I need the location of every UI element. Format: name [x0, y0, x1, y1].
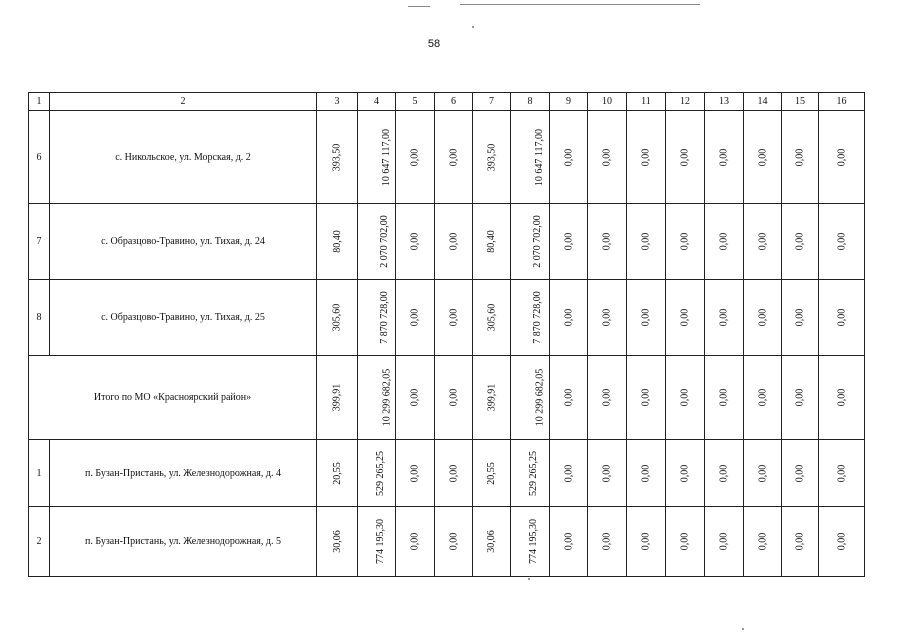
value-cell — [819, 204, 865, 280]
cell-value: 0,00 — [640, 308, 652, 327]
total-value-cell — [666, 356, 705, 440]
cell-value: 80,40 — [486, 230, 497, 253]
value-cell — [705, 204, 744, 280]
value-cell — [744, 440, 782, 507]
cell-value: 0,00 — [679, 388, 691, 407]
cell-value: 20,55 — [331, 461, 343, 485]
table-row — [29, 204, 865, 280]
cell-value: 0,00 — [794, 308, 806, 327]
cell-value: 0,00 — [718, 232, 730, 251]
total-row — [29, 356, 865, 440]
cell-value: 0,00 — [757, 388, 768, 407]
value-cell — [744, 507, 782, 577]
table-row — [29, 507, 865, 577]
cell-value: 529 265,25 — [375, 450, 386, 496]
cell-value: 0,00 — [640, 232, 652, 251]
value-cell — [782, 204, 819, 280]
cell-value: 393,50 — [486, 143, 497, 171]
cell-value: 0,00 — [718, 388, 730, 407]
cell-value: 2 070 702,00 — [531, 215, 543, 268]
cell-value: 0,00 — [409, 232, 421, 251]
table-row — [29, 111, 865, 204]
cell-value: 10 299 682,05 — [534, 368, 546, 427]
column-header: 10 — [588, 93, 627, 111]
column-header: 5 — [396, 93, 435, 111]
value-cell — [435, 204, 473, 280]
cell-value: 0,00 — [718, 532, 730, 551]
cell-value: 0,00 — [409, 308, 421, 327]
cell-value: 393,50 — [331, 143, 343, 171]
header-row — [29, 93, 865, 111]
value-cell — [473, 440, 511, 507]
cell-value: 0,00 — [563, 464, 574, 482]
value-cell — [666, 507, 705, 577]
total-value-cell — [550, 356, 588, 440]
value-cell — [744, 204, 782, 280]
column-header: 16 — [819, 93, 865, 111]
column-header: 12 — [666, 93, 705, 111]
value-cell — [705, 507, 744, 577]
value-cell — [473, 507, 511, 577]
scan-artifact-dot — [472, 26, 474, 28]
value-cell — [744, 111, 782, 204]
value-cell — [627, 204, 666, 280]
total-value-cell — [473, 356, 511, 440]
value-cell — [358, 280, 396, 356]
value-cell — [588, 507, 627, 577]
cell-value: 0,00 — [679, 232, 691, 251]
row-number: 8 — [29, 280, 50, 356]
value-cell — [666, 440, 705, 507]
cell-value: 0,00 — [640, 388, 652, 407]
cell-value: 30,06 — [486, 530, 497, 553]
value-cell — [819, 440, 865, 507]
value-cell — [627, 280, 666, 356]
cell-value: 0,00 — [640, 464, 652, 482]
cell-value: 305,60 — [331, 303, 343, 332]
value-cell — [317, 204, 358, 280]
value-cell — [782, 280, 819, 356]
value-cell — [396, 507, 435, 577]
value-cell — [317, 280, 358, 356]
column-header: 3 — [317, 93, 358, 111]
value-cell — [550, 111, 588, 204]
value-cell — [473, 280, 511, 356]
total-value-cell — [435, 356, 473, 440]
total-value-cell — [317, 356, 358, 440]
cell-value: 7 870 728,00 — [378, 291, 390, 344]
value-cell — [819, 280, 865, 356]
cell-value: 30,06 — [331, 530, 343, 553]
page-number: 58 — [427, 38, 441, 50]
value-cell — [396, 204, 435, 280]
cell-value: 399,91 — [331, 383, 343, 412]
column-header: 15 — [782, 93, 819, 111]
scan-artifact-line — [460, 4, 700, 5]
cell-value: 0,00 — [836, 464, 847, 482]
value-cell — [627, 507, 666, 577]
data-table — [28, 92, 865, 577]
value-cell — [317, 440, 358, 507]
cell-value: 0,00 — [679, 308, 691, 327]
value-cell — [782, 440, 819, 507]
value-cell — [666, 111, 705, 204]
cell-value: 0,00 — [718, 464, 730, 482]
cell-value: 2 070 702,00 — [378, 215, 390, 268]
column-header: 7 — [473, 93, 511, 111]
total-value-cell — [627, 356, 666, 440]
row-address: с. Никольское, ул. Морская, д. 2 — [50, 111, 317, 204]
cell-value: 0,00 — [794, 464, 806, 482]
table-row — [29, 280, 865, 356]
total-value-cell — [396, 356, 435, 440]
value-cell — [588, 440, 627, 507]
cell-value: 0,00 — [794, 388, 806, 407]
value-cell — [396, 111, 435, 204]
total-value-cell — [819, 356, 865, 440]
cell-value: 0,00 — [836, 532, 847, 551]
row-number: 1 — [29, 440, 50, 507]
value-cell — [511, 507, 550, 577]
cell-value: 0,00 — [794, 148, 806, 166]
total-value-cell — [744, 356, 782, 440]
cell-value: 0,00 — [448, 308, 459, 327]
cell-value: 10 647 117,00 — [534, 128, 546, 186]
cell-value: 7 870 728,00 — [531, 291, 543, 344]
value-cell — [666, 204, 705, 280]
total-value-cell — [588, 356, 627, 440]
cell-value: 0,00 — [601, 308, 613, 327]
cell-value: 0,00 — [757, 532, 768, 551]
row-number: 2 — [29, 507, 50, 577]
cell-value: 0,00 — [757, 232, 768, 251]
column-header: 11 — [627, 93, 666, 111]
value-cell — [819, 507, 865, 577]
value-cell — [511, 440, 550, 507]
column-header: 14 — [744, 93, 782, 111]
cell-value: 0,00 — [563, 388, 574, 407]
value-cell — [666, 280, 705, 356]
cell-value: 0,00 — [448, 388, 459, 407]
cell-value: 80,40 — [331, 230, 343, 253]
cell-value: 0,00 — [448, 232, 459, 251]
row-address: п. Бузан-Пристань, ул. Железнодорожная, д. 4 — [50, 440, 317, 507]
column-header: 6 — [435, 93, 473, 111]
cell-value: 0,00 — [836, 388, 847, 407]
value-cell — [782, 111, 819, 204]
cell-value: 0,00 — [563, 148, 574, 166]
value-cell — [358, 111, 396, 204]
value-cell — [358, 440, 396, 507]
cell-value: 774 195,30 — [375, 519, 386, 564]
value-cell — [588, 204, 627, 280]
cell-value: 0,00 — [640, 148, 652, 166]
cell-value: 0,00 — [601, 148, 613, 166]
cell-value: 0,00 — [794, 232, 806, 251]
cell-value: 0,00 — [409, 464, 421, 482]
value-cell — [435, 280, 473, 356]
value-cell — [317, 507, 358, 577]
cell-value: 0,00 — [718, 148, 730, 166]
cell-value: 20,55 — [486, 461, 497, 485]
value-cell — [627, 111, 666, 204]
cell-value: 305,60 — [486, 303, 497, 332]
table-row — [29, 440, 865, 507]
cell-value: 0,00 — [640, 532, 652, 551]
value-cell — [511, 280, 550, 356]
cell-value: 0,00 — [836, 232, 847, 251]
cell-value: 0,00 — [409, 532, 421, 551]
cell-value: 0,00 — [794, 532, 806, 551]
total-label: Итого по МО «Красноярский район» — [29, 356, 317, 440]
cell-value: 10 647 117,00 — [381, 128, 393, 186]
value-cell — [511, 111, 550, 204]
cell-value: 0,00 — [601, 532, 613, 551]
cell-value: 0,00 — [448, 464, 459, 482]
row-address: п. Бузан-Пристань, ул. Железнодорожная, д. 5 — [50, 507, 317, 577]
value-cell — [473, 204, 511, 280]
cell-value: 0,00 — [409, 388, 421, 407]
value-cell — [550, 507, 588, 577]
total-value-cell — [358, 356, 396, 440]
value-cell — [358, 507, 396, 577]
cell-value: 0,00 — [448, 532, 459, 551]
column-header: 9 — [550, 93, 588, 111]
cell-value: 0,00 — [601, 464, 613, 482]
cell-value: 0,00 — [601, 388, 613, 407]
column-header: 2 — [50, 93, 317, 111]
value-cell — [550, 440, 588, 507]
scan-artifact-dot — [528, 578, 530, 580]
scan-artifact-line — [408, 6, 430, 7]
value-cell — [435, 440, 473, 507]
cell-value: 0,00 — [757, 148, 768, 166]
value-cell — [435, 111, 473, 204]
value-cell — [396, 440, 435, 507]
cell-value: 0,00 — [448, 148, 459, 166]
value-cell — [588, 111, 627, 204]
row-number: 7 — [29, 204, 50, 280]
value-cell — [473, 111, 511, 204]
value-cell — [317, 111, 358, 204]
total-value-cell — [705, 356, 744, 440]
total-value-cell — [782, 356, 819, 440]
cell-value: 774 195,30 — [528, 519, 539, 564]
cell-value: 0,00 — [718, 308, 730, 327]
column-header: 13 — [705, 93, 744, 111]
cell-value: 0,00 — [757, 308, 768, 327]
value-cell — [819, 111, 865, 204]
value-cell — [705, 280, 744, 356]
value-cell — [627, 440, 666, 507]
value-cell — [705, 111, 744, 204]
cell-value: 0,00 — [679, 464, 691, 482]
cell-value: 0,00 — [409, 148, 421, 166]
value-cell — [744, 280, 782, 356]
cell-value: 0,00 — [679, 532, 691, 551]
total-value-cell — [511, 356, 550, 440]
value-cell — [588, 280, 627, 356]
cell-value: 10 299 682,05 — [381, 368, 393, 427]
scan-artifact-dot — [742, 628, 744, 630]
cell-value: 0,00 — [679, 148, 691, 166]
row-number: 6 — [29, 111, 50, 204]
cell-value: 0,00 — [563, 232, 574, 251]
cell-value: 0,00 — [563, 532, 574, 551]
column-header: 4 — [358, 93, 396, 111]
column-header: 8 — [511, 93, 550, 111]
column-header: 1 — [29, 93, 50, 111]
cell-value: 0,00 — [757, 464, 768, 482]
row-address: с. Образцово-Травино, ул. Тихая, д. 24 — [50, 204, 317, 280]
value-cell — [705, 440, 744, 507]
row-address: с. Образцово-Травино, ул. Тихая, д. 25 — [50, 280, 317, 356]
cell-value: 529 265,25 — [528, 450, 539, 496]
value-cell — [435, 507, 473, 577]
cell-value: 0,00 — [836, 148, 847, 166]
cell-value: 0,00 — [601, 232, 613, 251]
cell-value: 0,00 — [836, 308, 847, 327]
cell-value: 399,91 — [486, 383, 497, 412]
cell-value: 0,00 — [563, 308, 574, 327]
value-cell — [358, 204, 396, 280]
value-cell — [550, 204, 588, 280]
value-cell — [511, 204, 550, 280]
value-cell — [396, 280, 435, 356]
value-cell — [550, 280, 588, 356]
value-cell — [782, 507, 819, 577]
